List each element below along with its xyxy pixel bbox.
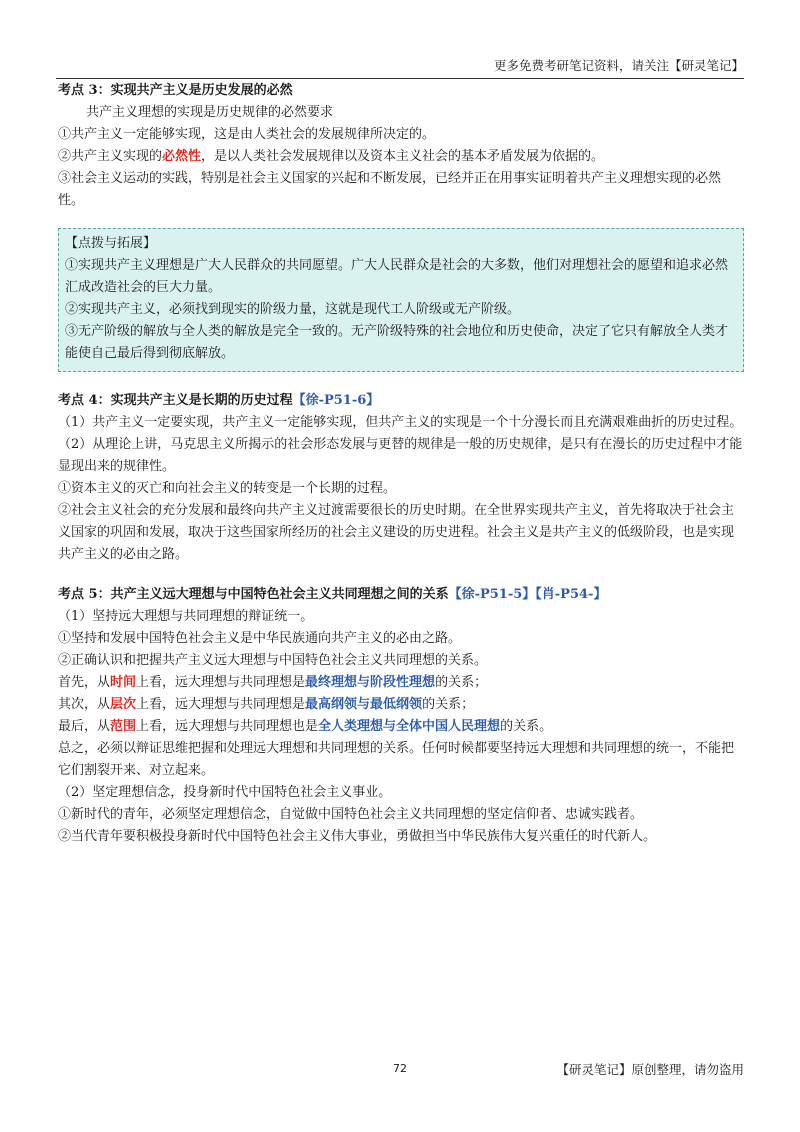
text-span: ②共产主义实现的 [58,149,163,164]
text-span: 上看，远大理想与共同理想也是 [136,719,319,734]
page-header [56,56,744,79]
section-3-title: 考点 3：实现共产主义是历史发展的必然 [58,83,293,98]
page-content [58,80,744,848]
section-3-subtitle: 共产主义理想的实现是历史规律的必然要求 [86,105,334,120]
section-4-point-1: （1）共产主义一定要实现，共产主义一定能够实现，但共产主义的实现是一个十分漫长而且充满艰难曲折的历史过程。 [58,415,743,430]
section-4-title [58,390,744,412]
text-span: 的关系； [422,697,475,712]
section-4-point-4: ②社会主义社会的充分发展和最终向共产主义过渡需要很长的历史时期。在全世界实现共产主义，首先将取决于社会主义国家的巩固和发展，取决于这些国家所经历的社会主义建设的历史进程。社会主义是共产主义的低级阶段，也是实现共产主义的必由之路。 [58,503,735,562]
emphasis-blue: 最高纲领与最低纲领 [305,697,423,712]
text-span: 的关系； [435,675,488,690]
section-5-point-8: （2）坚定理想信念，投身新时代中国特色社会主义事业。 [58,785,392,800]
section-3-point-1: ①共产主义一定能够实现，这是由人类社会的发展规律所决定的。 [58,127,436,142]
section-5-point-5 [58,694,744,716]
text-span: 最后，从 [58,719,111,734]
callout-point-3: ③无产阶级的解放与全人类的解放是完全一致的。无产阶级特殊的社会地位和历史使命，决定了它只有解放全人类才能使自己最后得到彻底解放。 [65,324,729,361]
section-5-point-9: ①新时代的青年，必须坚定理想信念，自觉做中国特色社会主义共同理想的坚定信仰者、忠诚实践者。 [58,807,644,822]
section-4-point-2: （2）从理论上讲，马克思主义所揭示的社会形态发展与更替的规律是一般的历史规律，是只有在漫长的历史过程中才能显现出来的规律性。 [58,437,743,474]
page-number: 72 [393,1062,407,1075]
section-5-point-1: （1）坚持远大理想与共同理想的辩证统一。 [58,609,314,624]
section-3-point-2 [58,146,744,168]
emphasis-red: 层次 [110,697,137,712]
section-5-point-4 [58,672,744,694]
text-span: 其次，从 [58,697,111,712]
emphasis-blue: 全人类理想与全体中国人民理想 [318,719,501,734]
callout-box [58,228,744,372]
section-5-point-10: ②当代青年要积极投身新时代中国特色社会主义伟大事业，勇做担当中华民族伟大复兴重任的时代新人。 [58,829,657,844]
emphasis-blue: 最终理想与阶段性理想 [305,675,436,690]
text-span: 上看，远大理想与共同理想是 [136,697,306,712]
text-span: 首先，从 [58,675,111,690]
title-text: 考点 5：共产主义远大理想与中国特色社会主义共同理想之间的关系 [58,587,449,602]
text-span: 上看，远大理想与共同理想是 [136,675,306,690]
section-3-point-3: ③社会主义运动的实践，特别是社会主义国家的兴起和不断发展，已经并正在用事实证明着共产主义理想实现的必然性。 [58,171,722,208]
text-span: ，是以人类社会发展规律以及资本主义社会的基本矛盾发展为依据的。 [201,149,605,164]
page-ref-tag: 【徐-P51-6】 [292,393,380,408]
section-5-point-3: ②正确认识和把握共产主义远大理想与中国特色社会主义共同理想的关系。 [58,653,488,668]
section-5-point-6 [58,716,744,738]
emphasis-red: 必然性 [162,149,202,164]
section-5-title [58,584,744,606]
callout-point-2: ②实现共产主义，必须找到现实的阶级力量，这就是现代工人阶级或无产阶级。 [65,302,521,317]
callout-title: 【点拨与拓展】 [65,236,157,251]
page-ref-tag: 【徐-P51-5】 [448,587,536,602]
callout-point-1: ①实现共产主义理想是广大人民群众的共同愿望。广大人民群众是社会的大多数，他们对理想社会的愿望和追求必然汇成改造社会的巨大力量。 [65,258,729,295]
page-ref-tag: 【肖-P54-】 [535,587,607,602]
header-text: 更多免费考研笔记资料，请关注【研灵笔记】 [493,58,744,73]
emphasis-red: 范围 [110,719,137,734]
footer-note: 【研灵笔记】原创整理，请勿盗用 [556,1062,744,1077]
text-span: 的关系。 [500,719,553,734]
section-4-point-3: ①资本主义的灭亡和向社会主义的转变是一个长期的过程。 [58,481,397,496]
section-5-point-2: ①坚持和发展中国特色社会主义是中华民族通向共产主义的必由之路。 [58,631,462,646]
section-5-point-7: 总之，必须以辩证思维把握和处理远大理想和共同理想的关系。任何时候都要坚持远大理想和共同理想的统一，不能把它们割裂开来、对立起来。 [58,741,735,778]
emphasis-red: 时间 [110,675,137,690]
title-text: 考点 4：实现共产主义是长期的历史过程 [58,393,293,408]
